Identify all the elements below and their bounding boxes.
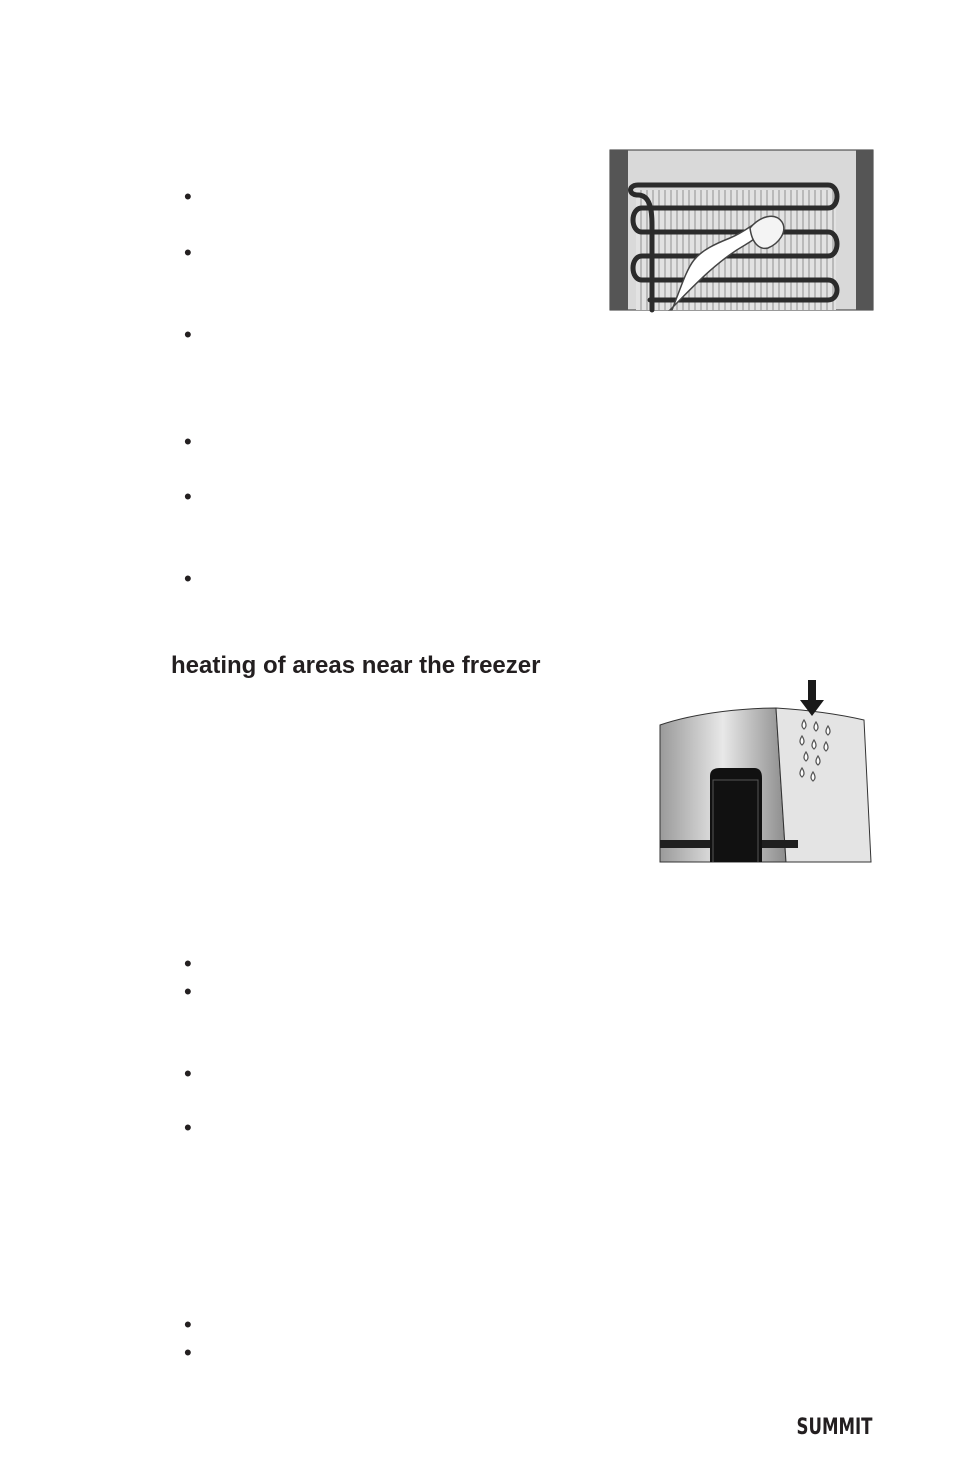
bullet-marker <box>184 193 192 201</box>
section-heading: heating of areas near the freezer <box>171 652 541 679</box>
summit-logo <box>796 1412 873 1438</box>
bullet-marker <box>184 1349 192 1357</box>
bullet-marker <box>184 493 192 501</box>
bullet-marker <box>184 1070 192 1078</box>
bullet-marker <box>184 1124 192 1132</box>
svg-text:SUMMIT: SUMMIT <box>796 1415 873 1440</box>
bullet-marker <box>184 1321 192 1329</box>
bullet-marker <box>184 331 192 339</box>
bullet-marker <box>184 438 192 446</box>
bullet-marker <box>184 960 192 968</box>
condenser-coil-illustration <box>610 150 873 310</box>
bullet-marker <box>184 249 192 257</box>
freezer-condensation-illustration <box>658 680 873 862</box>
bullet-marker <box>184 988 192 996</box>
bullet-marker <box>184 575 192 583</box>
